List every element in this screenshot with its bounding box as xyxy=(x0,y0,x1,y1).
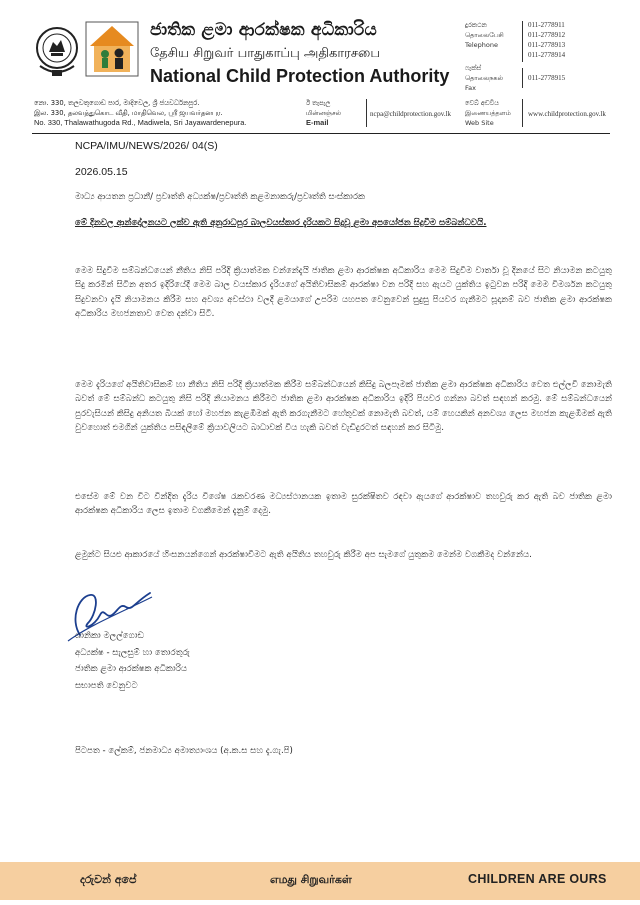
footer-slogan-sinhala: දරුවන් අපේ xyxy=(80,873,137,886)
email-label-en: E-mail xyxy=(306,118,329,127)
body-paragraph-3: එසේම මේ වන විට වින්දිත දැරිය විශේෂ රැකවරණ මධ්‍යස්ථානයක ඉතාම සුරක්ෂිතව රඳවා ඇයගේ ආරක්ෂාව තහවුරු කර ඇති බව ජාතික ළමා ආරක්ෂක අධිකාරිය ලෙස ඉතාම වගකීමෙන් දැනුම් දෙමු. xyxy=(75,492,612,517)
signatory-name: ශානිකා මලල්ගොඩ xyxy=(75,631,144,641)
address-tamil: இல. 330, தலவத்துகொட வீதி, மாதிவெல, ஸ்ரீ ஜயவர்தனபுர. xyxy=(34,109,223,117)
header-divider xyxy=(32,133,610,134)
org-title-tamil: தேசிய சிறுவர் பாதுகாப்பு அதிகாரசபை xyxy=(150,46,380,61)
footer-slogan-english: CHILDREN ARE OURS xyxy=(468,872,607,886)
web-labels xyxy=(465,98,520,128)
fax-number: 011-2778915 xyxy=(528,74,566,82)
letter-subject: මේ දිනවල ආන්දෝලනයට ලක්ව ඇති අනුරාධපුර බාලවයස්කාර දැරියකට සිදුවූ ළමා අපයෝජන සිදුවීම සම්බන්ධවයි. xyxy=(75,218,487,228)
address-english: No. 330, Thalawathugoda Rd., Madiwela, Sri Jayawardenepura. xyxy=(34,118,247,127)
telephone-divider xyxy=(522,21,523,62)
body-paragraph-4: ළමුන්ට සියළු ආකාරයේ හිංසනයන්ගෙන් ආරක්ෂාවීමට ඇති අයිතිය තහවුරු කිරීම අප සැමගේ යුතුකම මෙන්ම වගකීමද වන්නේය. xyxy=(75,550,532,560)
recipients-line: මාධ්‍ය ආයතන ප්‍රධානී/ ප්‍රවෘත්ති අධ්‍යක්ෂ/ප්‍රවෘත්ති කළමනාකරු/ප්‍රවෘත්ති සංස්කාරක xyxy=(75,192,366,202)
fax-label-ta: தொலைநகல் xyxy=(465,74,503,82)
org-title-sinhala: ජාතික ළමා ආරක්ෂක අධිකාරිය xyxy=(150,20,377,40)
website-link[interactable]: www.childprotection.gov.lk xyxy=(528,110,606,118)
email-label-si: ඊ තැපැල xyxy=(306,99,331,107)
telephone-number: 011-2778914 xyxy=(528,51,566,59)
fax-labels xyxy=(465,63,520,93)
letter-date: 2026.05.15 xyxy=(75,166,128,178)
address-sinhala: නො. 330, තලවතුගොඩ පාර, මාදිවෙල, ශ්‍රී ජයවර්ධනපුර. xyxy=(34,99,200,107)
sri-lanka-emblem-icon xyxy=(34,22,80,84)
signatory-on-behalf: සභාපති වෙනුවට xyxy=(75,680,138,691)
web-label-ta: இணையத்தளம் xyxy=(465,109,511,117)
email-divider xyxy=(366,99,367,127)
copy-to-line: පිටපත - ලේකම්, ජනමාධ්‍ය අමාත්‍යාංශය (අ.ක.ස සහ දැ.ගැ.පි) xyxy=(75,746,293,756)
signatory-block xyxy=(75,628,375,694)
body-paragraph-2: මෙම දැරියගේ අයිතිවාසිකම් හා නීතිය නිසි පරිදි ක්‍රියාත්මක කිරීම සම්බන්ධයෙන් කිසිදු බලපෑමක් ජාතික ළමා ආරක්ෂක අධිකාරිය වෙත එල්ලවී නොමැති බවත් මේ සම්බන්ධ කටයුතු නිසි පරිදි නියාමනය කිරීමට ජාතික ළමා ආරක්ෂක අධිකාරිය ඉදිරි පියවර ගන්නා බවත් සඳහන් කරමු. මේ සම්බන්ධයෙන් පුරවැසියන් කිසිදු අනියත බියක් හෝ මහජන කැළඹීමක් ඇති කරගැනීමට හේතුවක් නොමැති බවත්, යම් හෙයකින් අනවශ්‍ය ලෙස මහජන කැළඹීමක් ඇති වුවහොත් එමගින් යුක්තිය පසිඳලීමේ ක්‍රියාවලියට බාධාවක් විය හැකි බවත් වැඩිදුරටත් සඳහන් කර සිටිමු. xyxy=(75,380,612,433)
telephone-number: 011-2778911 xyxy=(528,21,565,29)
web-label-en: Web Site xyxy=(465,119,494,127)
fax-label-si: ෆැක්ස් xyxy=(465,64,482,72)
web-label-si: වෙබ් අඩවිය xyxy=(465,99,499,107)
fax-divider xyxy=(522,68,523,88)
telephone-labels xyxy=(465,20,520,50)
address-block xyxy=(34,98,247,128)
org-title-english: National Child Protection Authority xyxy=(150,66,450,86)
telephone-number: 011-2778913 xyxy=(528,41,566,49)
signatory-designation: අධ්‍යක්ෂ - සැලසුම් හා තොරතුරු xyxy=(75,647,190,658)
email-link[interactable]: ncpa@childprotection.gov.lk xyxy=(370,110,452,118)
email-labels xyxy=(306,98,366,128)
telephone-numbers xyxy=(528,20,565,60)
web-divider xyxy=(522,99,523,127)
email-label-ta: மின்னஞ்சல் xyxy=(306,109,341,117)
telephone-number: 011-2778912 xyxy=(528,31,566,39)
footer-slogan-tamil: எமது சிறுவர்கள் xyxy=(270,873,352,886)
body-paragraph-1: මෙම සිදුවීම සම්බන්ධයෙන් නීතිය නිසි පරිදි ක්‍රියාත්මක වන්නේදැයි ජාතික ළමා ආරක්ෂක අධිකාරිය මෙම සිදුවීම වාර්තා වූ දිනයේ සිට නියාමන කටයුතු සිදු කරමින් සිටින අතර ඉදිරියේදී මෙම බාල වයස්කාර දැරියගේ අයිතිවාසිකම් ආරක්ෂා වන පරිදි සහ ඇයට යුක්තිය ඉටුවන පරිදි මෙම විමර්ශන කටයුතු සිදුවනවා දැයි නියාමනය කිරීම සහ අවශ්‍ය අවස්ථා වලදී ළමයාගේ උපරිම යහපත වෙනුවෙන් සුදුසු පියවර ගැනීමට සූදානම් බව ජාතික ළමා ආරක්ෂක අධිකාරිය මහජනතාව වෙත දන්වා සිටී. xyxy=(75,266,612,319)
telephone-label-en: Telephone xyxy=(465,41,499,49)
telephone-label-ta: தொலைபேசி xyxy=(465,31,504,39)
ncpa-logo-icon xyxy=(84,20,140,78)
telephone-label-si: දුරකථන xyxy=(465,21,487,29)
fax-label-en: Fax xyxy=(465,84,476,92)
signatory-organization: ජාතික ළමා ආරක්ෂක අධිකාරිය xyxy=(75,664,188,674)
reference-number: NCPA/IMU/NEWS/2026/ 04(S) xyxy=(75,140,218,152)
